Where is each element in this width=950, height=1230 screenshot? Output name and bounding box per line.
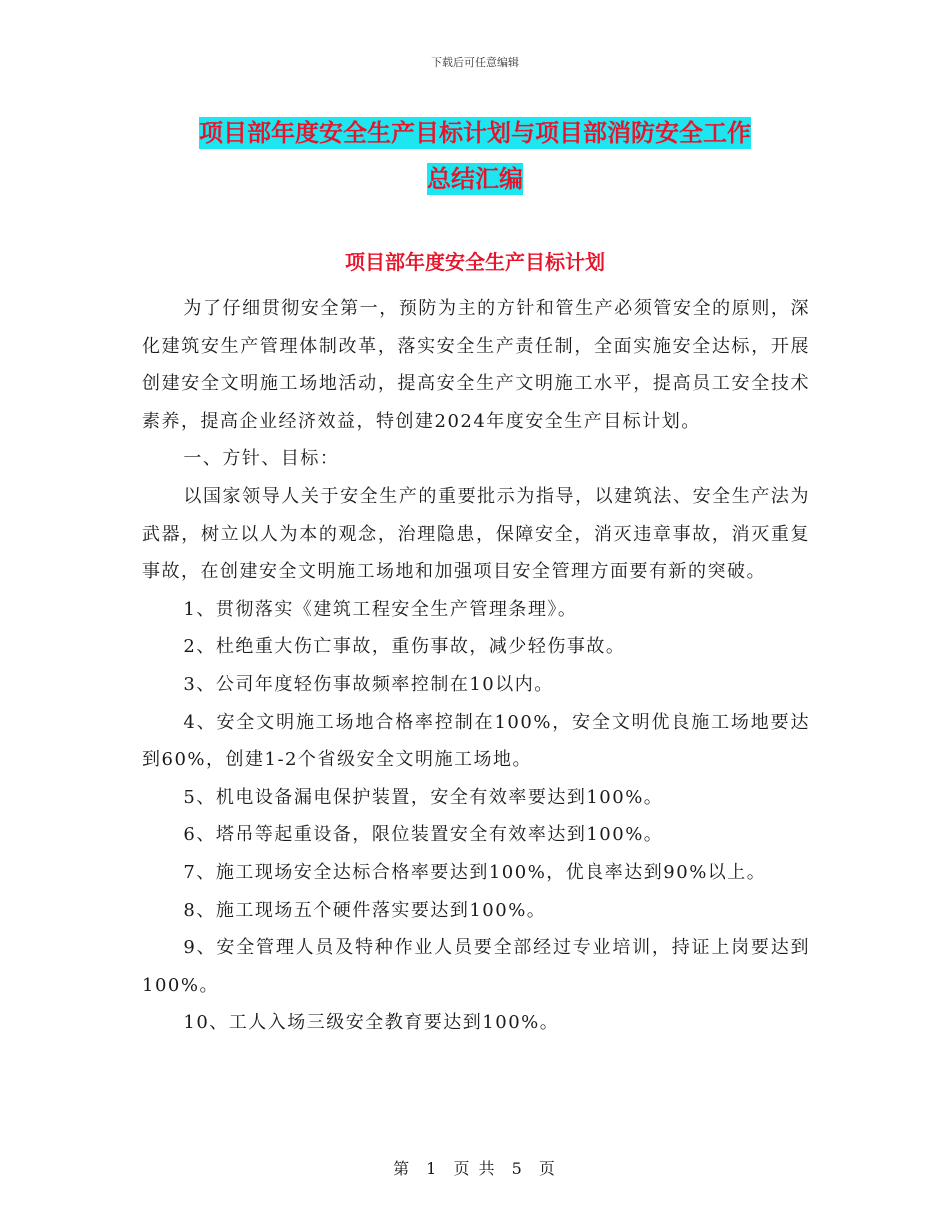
list-item: 5、机电设备漏电保护装置，安全有效率要达到100%。 [183, 786, 664, 808]
title-line-2: 总结汇编 [427, 165, 523, 193]
header-note: 下载后可任意编辑 [431, 56, 519, 69]
list-item: 9、安全管理人员及特种作业人员要全部经过专业培训，持证上岗要达到100%。 [142, 937, 810, 996]
list-item: 1、贯彻落实《建筑工程安全生产管理条理》。 [183, 598, 578, 620]
list-item: 2、杜绝重大伤亡事故，重伤事故，减少轻伤事故。 [183, 636, 626, 658]
list-item: 7、施工现场安全达标合格率要达到100%，优良率达到90%以上。 [183, 861, 767, 883]
section-title: 项目部年度安全生产目标计划 [345, 250, 605, 274]
title-line-1: 项目部年度安全生产目标计划与项目部消防安全工作 [199, 119, 751, 147]
list-item: 3、公司年度轻伤事故频率控制在10以内。 [183, 673, 554, 695]
body-text [142, 290, 810, 1042]
page-footer [0, 1156, 950, 1179]
list-item: 4、安全文明施工场地合格率控制在100%，安全文明优良施工场地要达到60%，创建1-2个省级安全文明施工场地。 [142, 711, 810, 771]
list-item: 10、工人入场三级安全教育要达到100%。 [183, 1012, 560, 1034]
footer-suffix: 页 [538, 1159, 557, 1178]
list-item: 6、塔吊等起重设备，限位装置安全有效率达到100%。 [183, 824, 664, 846]
page-number: 1 [426, 1159, 439, 1178]
paragraph-policy: 以国家领导人关于安全生产的重要批示为指导，以建筑法、安全生产法为武器，树立以人为本的观念，治理隐患，保障安全，消灭违章事故，消灭重复事故，在创建安全文明施工场地和加强项目安全管理方面要有新的突破。 [142, 485, 810, 583]
paragraph-intro: 为了仔细贯彻安全第一，预防为主的方针和管生产必须管安全的原则，深化建筑安生产管理体制改革，落实安全生产责任制，全面实施安全达标，开展创建安全文明施工场地活动，提高安全生产文明施工水平，提高员工安全技术素养，提高企业经济效益，特创建2024年度安全生产目标计划。 [142, 298, 810, 432]
paragraph-heading-policy: 一、方针、目标： [183, 448, 340, 470]
document-title [140, 110, 810, 202]
page-total: 5 [511, 1159, 524, 1178]
footer-middle: 页 共 [453, 1159, 497, 1178]
list-item: 8、施工现场五个硬件落实要达到100%。 [183, 899, 547, 921]
footer-prefix: 第 [393, 1159, 412, 1178]
